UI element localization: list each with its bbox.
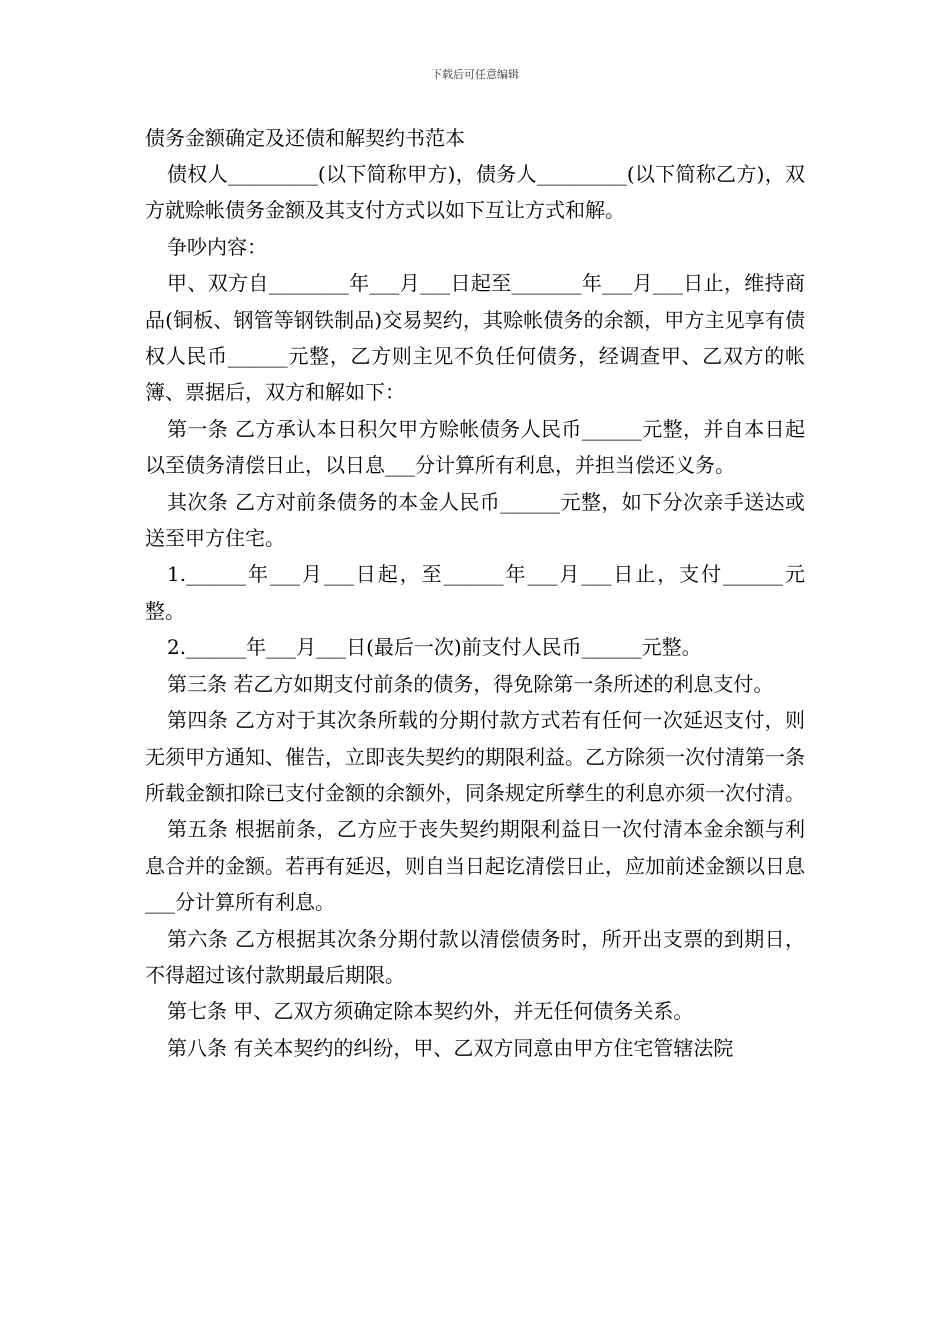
page-header: 下载后可任意编辑: [431, 68, 519, 81]
paragraph-article-7: 第七条 甲、乙双方须确定除本契约外，并无任何债务关系。: [167, 999, 694, 1024]
paragraph-installment-2: 2.______年___月___日(最后一次)前支付人民币______元整。: [167, 635, 702, 660]
paragraph-installment-1: 1.______年___月___日起，至______年___月___日止，支付______元整。: [145, 562, 805, 623]
document-body: [145, 120, 805, 1066]
paragraph-article-1: 第一条 乙方承认本日积欠甲方赊帐债务人民币______元整，并自本日起以至债务清偿日止，以日息___分计算所有利息，并担当偿还义务。: [145, 416, 805, 478]
paragraph-article-3: 第三条 若乙方如期支付前条的债务，得免除第一条所述的利息支付。: [167, 671, 774, 696]
document-title: 债务金额确定及还债和解契约书范本: [145, 126, 465, 150]
paragraph-article-2: 其次条 乙方对前条债务的本金人民币______元整，如下分次亲手送达或送至甲方住宅。: [145, 489, 805, 551]
paragraph-article-4: 第四条 乙方对于其次条所载的分期付款方式若有任何一次延迟支付，则无须甲方通知、催告，立即丧失契约的期限利益。乙方除须一次付清第一条所载金额扣除已支付金额的余额外，同条规定所孳生的利息亦须一次付清。: [145, 708, 805, 805]
paragraph-dispute-heading: 争吵内容：: [167, 234, 267, 259]
paragraph-article-6: 第六条 乙方根据其次条分期付款以清偿债务时，所开出支票的到期日，不得超过该付款期最后期限。: [145, 926, 805, 987]
paragraph-article-5: 第五条 根据前条，乙方应于丧失契约期限利益日一次付清本金余额与利息合并的金额。若再有延迟，则自当日起讫清偿日止，应加前述金额以日息___分计算所有利息。: [145, 817, 805, 915]
paragraph-parties: 债权人_________(以下简称甲方)，债务人_________(以下简称乙方)，双方就赊帐债务金额及其支付方式以如下互让方式和解。: [145, 162, 805, 223]
paragraph-article-8: 第八条 有关本契约的纠纷，甲、乙双方同意由甲方住宅管辖法院: [167, 1035, 734, 1060]
paragraph-dispute-content: 甲、双方自________年___月___日起至_______年___月___日止，维持商品(铜板、钢管等钢铁制品)交易契约，其赊帐债务的余额，甲方主见享有债权人民币______元整，乙方则主见不负任何债务，经调查甲、乙双方的帐簿、票据后，双方和解如下：: [145, 271, 805, 405]
